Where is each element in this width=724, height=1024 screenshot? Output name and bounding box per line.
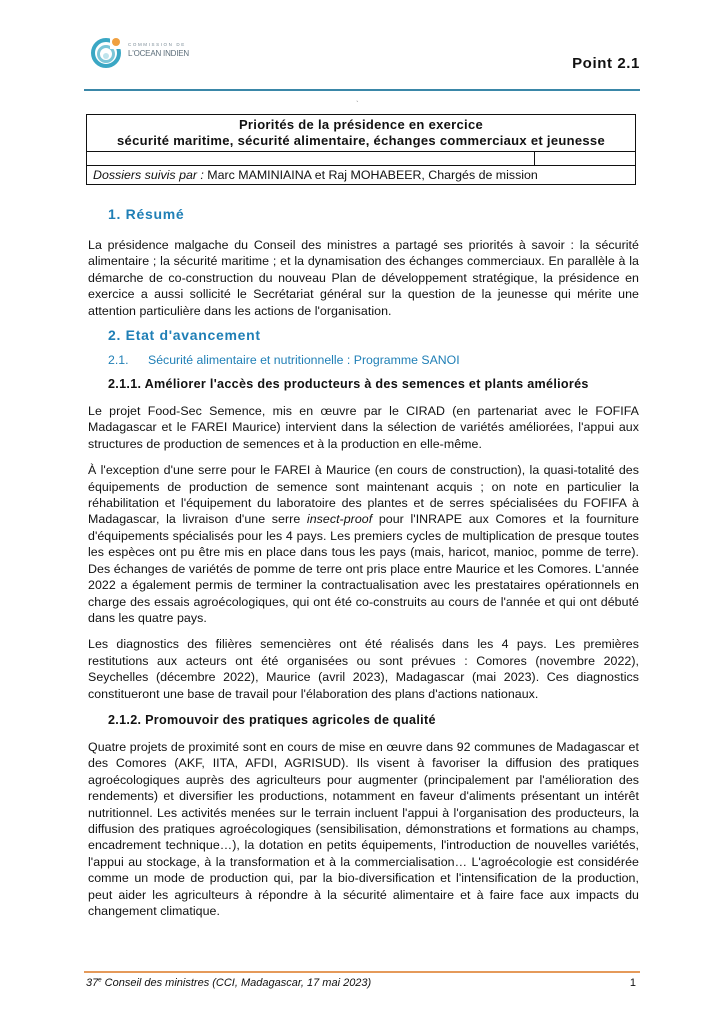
subsection-heading-2-1 [88, 353, 639, 367]
coi-logo-icon [90, 33, 126, 69]
footer-divider [84, 971, 640, 973]
resume-paragraph: La présidence malgache du Conseil des ministres a partagé ses priorités à savoir : la sécurité alimentaire ; la sécurité maritime ; et la dynamisation des échanges commerciaux. En parallèle à la démarche de co-construction du nouveau Plan de développement stratégique, la présidence en exercice a aussi sollicité le Secrétariat général sur la question de la jeunesse qui mérite une attention particulière dans les actions de l'organisation. [88, 238, 639, 318]
title-box [86, 114, 636, 185]
paragraph-text: À l'exception d'une serre pour le FAREI à Maurice (en cours de construction), la quasi-totalité des équipements de production de semence sont maintenant acquis ; on note en particulier la réhabilitation et l'équipement du laboratoire des plantes et de serres spécialisées du FOFIFA à Madagascar, la livraison d'une serre [88, 463, 639, 527]
followed-by-value: Marc MAMINIAINA et Raj MOHABEER, Chargés de mission [203, 168, 538, 182]
followed-by-row [87, 166, 635, 184]
document-title: Priorités de la présidence en exercice [238, 117, 484, 132]
followed-by-label: Dossiers suivis par : [93, 168, 204, 182]
agenda-point-label: Point 2.1 [572, 55, 640, 72]
empty-cell [535, 152, 635, 165]
footer-ordinal-suffix: e [98, 977, 102, 984]
paragraph-diagnostics: Les diagnostics des filières semencières ont été réalisés dans les 4 pays. Les premières restitutions aux acteurs ont été organisées ou sont prévues : Comores (novembre 2022), Seychelles (décembre 2022), Maurice (avril 2023), Madagascar (mai 2023). Ces diagnostics constitueront une base de travail pour l'élaboration des plans d'actions nationaux. [88, 637, 639, 701]
footer-caption [86, 977, 371, 989]
subsection-title: Sécurité alimentaire et nutritionnelle : Programme SANOI [148, 353, 460, 368]
subsection-number: 2.1. [108, 353, 129, 368]
page-number: 1 [629, 977, 636, 989]
footer-meeting-text: Conseil des ministres (CCI, Madagascar, 17 mai 2023) [101, 977, 372, 989]
subsection-heading-2-1-2: 2.1.2. Promouvoir des pratiques agricoles de qualité [108, 712, 436, 727]
logo-line-1: COMMISSION DE [128, 42, 186, 47]
footer-ordinal: 37 [86, 977, 99, 989]
header-divider [84, 89, 640, 91]
document-subtitle: sécurité maritime, sécurité alimentaire, échanges commerciaux et jeunesse [117, 133, 605, 148]
stray-mark: ` [356, 100, 359, 109]
paragraph-food-sec: Le projet Food-Sec Semence, mis en œuvre par le CIRAD (en partenariat avec le FOFIFA Madagascar et le FAREI Maurice) intervient dans la sélection de variétés améliorées, l'appui aux structures de production de semences et à la production en elle-même. [88, 404, 639, 451]
coi-logo [90, 33, 210, 69]
section-heading-progress: 2. Etat d'avancement [108, 327, 261, 344]
subsection-heading-2-1-1: 2.1.1. Améliorer l'accès des producteurs à des semences et plants améliorés [108, 377, 589, 392]
title-box-header [87, 115, 635, 152]
logo-text [128, 43, 189, 58]
paragraph-equipment [88, 462, 639, 626]
emphasis-text: insect-proof [306, 512, 373, 527]
paragraph-text: pour l'INRAPE aux Comores et la fourniture d'équipements spécialisés pour les 4 pays. Les premiers cycles de multiplication de presque toutes les espèces ont pu être mis en place dans tous les pays (mais, haricot, manioc, pomme de terre). Des échanges de variétés de pomme de terre ont pris place entre Maurice et les Comores. L'année 2022 a également permis de terminer la contractualisation avec les prestataires opérationnels en charge des essais agroécologiques, qui ont été co-construits au cours de l'année et qui ont débuté dans les quatre pays. [88, 512, 639, 625]
title-box-empty-row [87, 152, 635, 166]
empty-cell [87, 152, 535, 165]
logo-line-2: L'OCEAN INDIEN [128, 48, 189, 58]
document-body [88, 200, 639, 919]
paragraph-proximity-projects: Quatre projets de proximité sont en cours de mise en œuvre dans 92 communes de Madagascar et des Comores (AKF, IITA, AFDI, AGRISUD). Ils visent à favoriser la diffusion des pratiques agroécologiques auprès des agriculteurs pour augmenter (principalement par l'amélioration des rendements) et diversifier les productions, notamment en faveur d'aliments présentant un intérêt nutritionnel. Les activités menées sur le terrain incluent l'appui à l'organisation des producteurs, la diffusion des pratiques agroécologiques (sensibilisation, démonstrations et formations au champs, encadrement technique…), la dotation en petits équipements, l'introduction de nouvelles variétés, l'appui au stockage, à la transformation et à la commercialisation… L'agroécologie est considérée comme un mode de production qui, par la bio-diversification et l'intensification de la production, peut aider les agriculteurs à répondre à la sécurité alimentaire et à faire face aux impacts du changement climatique. [88, 739, 639, 918]
section-heading-resume: 1. Résumé [108, 206, 185, 222]
